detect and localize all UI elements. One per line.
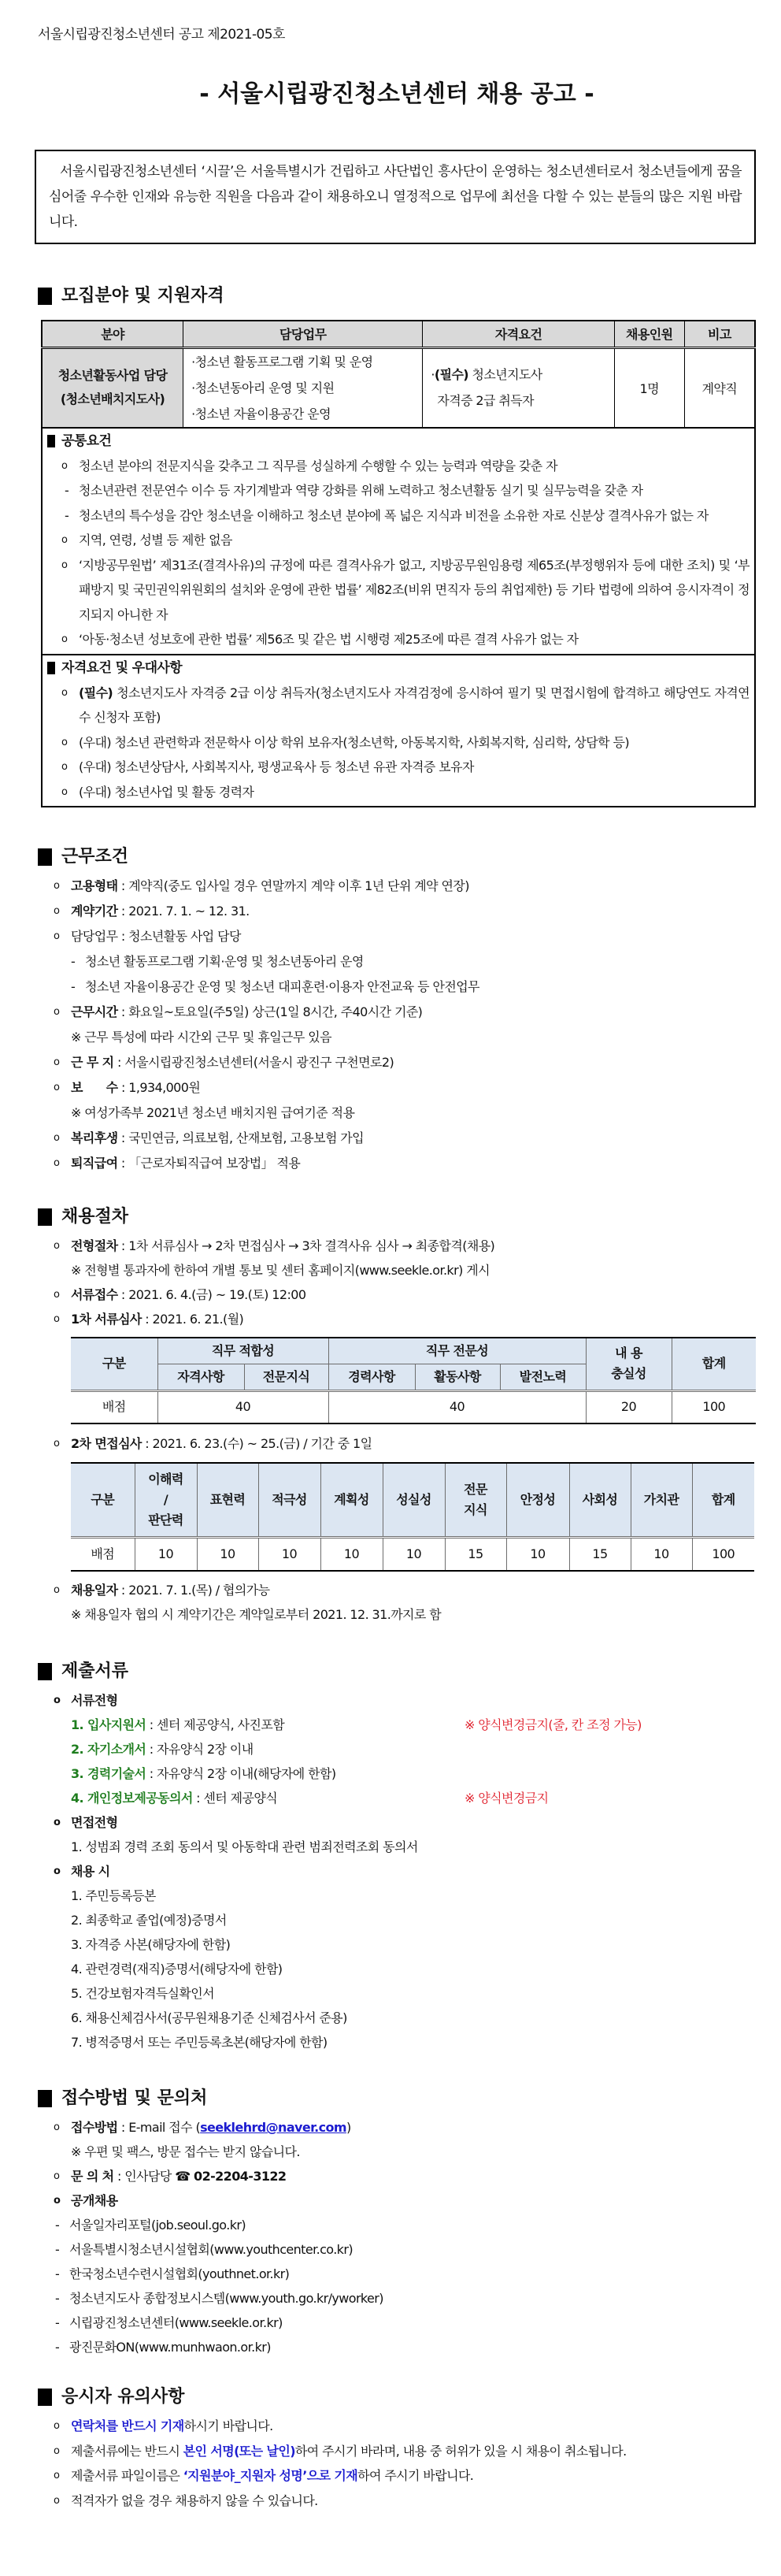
page-title: - 서울시립광진청소년센터 채용 공고 -: [199, 80, 594, 108]
item-label: 공개채용: [71, 2193, 118, 2208]
circle-bullet-icon: o: [54, 2170, 60, 2182]
item-text: 청소년관련 전문연수 이수 등 자기계발과 역량 강화를 위해 노력하고 청소년활동 실기 및 실무능력을 갖춘 자: [79, 483, 643, 498]
site-item: [38, 2262, 756, 2286]
qualification-cell: [423, 347, 614, 428]
item-text: : 화요일~토요일(주5일) 상근(1일 8시간, 주40시간 기준): [117, 1004, 423, 1019]
header-cell: 구분: [71, 1463, 135, 1537]
table-row: [71, 1537, 754, 1571]
item-text: 제출서류 파일이름은: [71, 2468, 183, 2483]
circle-bullet-icon: o: [54, 2195, 61, 2207]
circle-bullet-icon: o: [61, 785, 68, 798]
list-item: [47, 528, 750, 553]
score-cell: 40: [157, 1390, 328, 1423]
document-item: 1. 주민등록등본: [71, 1888, 156, 1903]
item-label: 전형절차: [71, 1238, 118, 1253]
document-item: [38, 1713, 756, 1737]
circle-bullet-icon: o: [54, 1289, 60, 1301]
table-header-row: [42, 321, 755, 347]
item-text: : 2021. 6. 23.(수) ~ 25.(금) / 기간 중 1일: [141, 1436, 372, 1451]
header-cell: 이해력 / 판단력: [135, 1463, 197, 1537]
site-item: [38, 2335, 756, 2359]
list-item: [47, 730, 750, 755]
item-text: : 자유양식 2장 이내: [146, 1742, 254, 1757]
circle-bullet-icon: o: [54, 1817, 61, 1828]
section-title: 근무조건: [61, 847, 129, 867]
dash-bullet: -: [55, 2218, 60, 2233]
dash-bullet: -: [55, 2242, 60, 2257]
recruitment-notice: [0, 24, 781, 2513]
list-item: [38, 1234, 756, 1258]
circle-bullet-icon: o: [54, 1438, 60, 1449]
headcount-cell: 1명: [614, 347, 684, 428]
item-text: : 2021. 7. 1.(목) / 협의가능: [117, 1583, 270, 1598]
section-title: 응시자 유의사항: [61, 2387, 185, 2407]
header-cell: 사회성: [569, 1463, 631, 1537]
square-bullet-icon: [38, 1663, 52, 1680]
site-item: [38, 2311, 756, 2335]
item-text: 청소년 활동프로그램 기획·운영 및 청소년동아리 운영: [85, 954, 364, 969]
item-text: 청소년 자율이용공간 운영 및 청소년 대피훈련·이용자 안전교육 등 안전업무: [85, 979, 479, 994]
site-text: 광진문화ON(www.munhwaon.or.kr): [69, 2340, 271, 2355]
circle-bullet-icon: o: [54, 1584, 60, 1596]
notice-number: 서울시립광진청소년센터 공고 제2021-05호: [38, 27, 285, 43]
header-cell: 활동사항: [415, 1364, 500, 1390]
document-screening-score-table: [71, 1337, 756, 1424]
dash-bullet: -: [55, 2266, 60, 2281]
header-cell: 직무 전문성: [328, 1338, 586, 1364]
item-text: : E-mail 접수 (: [117, 2120, 201, 2135]
item-text: 적격자가 없을 경우 채용하지 않을 수 있습니다.: [71, 2492, 318, 2508]
item-label: 복리후생: [71, 1130, 118, 1145]
site-item: [38, 2286, 756, 2311]
circle-bullet-icon: o: [54, 1865, 61, 1877]
score-cell: 15: [445, 1537, 506, 1571]
recruit-table: [41, 320, 756, 429]
item-label: 고용형태: [71, 878, 118, 893]
highlight-text: 본인 서명(또는 날인): [183, 2443, 295, 2459]
list-item: [38, 1282, 756, 1307]
item-text: 하시기 바랍니다.: [183, 2418, 273, 2433]
header-cell: 안정성: [506, 1463, 569, 1537]
qualification-line: [431, 362, 613, 388]
item-label: 보 수: [71, 1080, 118, 1095]
list-item: [38, 2188, 756, 2213]
field-name: 청소년활동사업 담당: [57, 368, 168, 383]
header-cell: 자격요건: [423, 321, 614, 347]
document-item: 6. 채용신체검사서(공무원채용기준 신체검사서 준용): [71, 2010, 347, 2025]
header-cell: 합계: [692, 1463, 754, 1537]
header-cell: 자격사항: [157, 1364, 244, 1390]
header-cell: 비고: [684, 321, 755, 347]
item-text: 지역, 연령, 성별 등 제한 없음: [79, 533, 232, 547]
list-item: [38, 2463, 756, 2489]
list-item: [38, 1307, 756, 1331]
circle-bullet-icon: o: [61, 686, 68, 699]
section-heading-procedure: [38, 1204, 756, 1230]
square-bullet-icon: [38, 1208, 52, 1226]
item-text: : 인사담당: [113, 2169, 176, 2184]
conditions-list: [38, 874, 756, 1176]
score-cell: 10: [631, 1537, 692, 1571]
header-cell: 구분: [71, 1338, 157, 1390]
item-label: 접수방법: [71, 2120, 118, 2135]
list-item: [38, 949, 756, 974]
apply-list: [38, 2115, 756, 2359]
list-item: [38, 2414, 756, 2439]
note-item: ※ 전형별 통과자에 한하여 개별 통보 및 센터 홈페이지(www.seekle.or.kr) 게시: [71, 1263, 490, 1278]
circle-bullet-icon: o: [54, 930, 60, 942]
stage-label: 서류전형: [71, 1693, 118, 1708]
list-item: [38, 1050, 756, 1075]
item-text: : 2021. 6. 4.(금) ~ 19.(토) 12:00: [117, 1287, 306, 1302]
section-title: 모집분야 및 지원자격: [61, 286, 224, 306]
square-bullet-icon: [38, 848, 52, 866]
score-cell: 100: [672, 1390, 756, 1423]
header-cell: 합계: [672, 1338, 756, 1390]
item-text: ‘지방공무원법’ 제31조(결격사유)의 규정에 따른 결격사유가 없고, 지방공무원임용령 제65조(부정행위자 등에 대한 조치) 및 ‘부패방지 및 국민권익위원회의 설치와 운영에 관한 법률’ 제82조(비위 면직자 등의 취업제한) 등 기타 법령에 의하여 응시자격이 정지되지 아니한 자: [79, 557, 750, 622]
section-heading-cautions: [38, 2385, 756, 2410]
section-title: 접수방법 및 문의처: [61, 2088, 208, 2108]
list-item: [38, 1000, 756, 1025]
score-cell: 100: [692, 1537, 754, 1571]
score-cell: 10: [258, 1537, 320, 1571]
circle-bullet-icon: o: [54, 1006, 60, 1018]
section-heading-recruit: [38, 284, 756, 309]
document-name: 4. 개인정보제공동의서: [71, 1791, 193, 1806]
list-item: [47, 478, 750, 503]
table-header-row: [71, 1463, 754, 1537]
score-cell: 10: [320, 1537, 383, 1571]
dash-bullet: -: [55, 2315, 60, 2330]
item-label: 서류접수: [71, 1287, 118, 1302]
site-text: 시립광진청소년센터(www.seekle.or.kr): [69, 2315, 283, 2330]
hire-date-block: [38, 1578, 756, 1627]
note-item: ※ 근무 특성에 따라 시간외 근무 및 휴일근무 있음: [71, 1030, 331, 1045]
item-label: 퇴직급여: [71, 1156, 118, 1171]
document-name: 2. 자기소개서: [71, 1742, 146, 1757]
list-item: [47, 503, 750, 529]
item-label: 계약기간: [71, 904, 118, 919]
site-item: [38, 2213, 756, 2237]
item-text: 청소년지도사 자격증 2급 이상 취득자(청소년지도사 자격검정에 응시하여 필기 및 면접시험에 합격하고 해당연도 자격연수 신청자 포함): [79, 685, 750, 725]
duties-cell: [183, 347, 423, 428]
interview-score-table: [71, 1462, 754, 1572]
circle-bullet-icon: o: [54, 1240, 60, 1252]
item-label: 근무시간: [71, 1004, 118, 1019]
header-cell: 전문지식: [244, 1364, 328, 1390]
site-item: [38, 2237, 756, 2262]
list-item: [38, 1151, 756, 1176]
document-name: 1. 입사지원서: [71, 1717, 146, 1732]
header-cell: 가치관: [631, 1463, 692, 1537]
email-link[interactable]: seeklehrd@naver.com: [200, 2120, 346, 2135]
circle-bullet-icon: o: [54, 2494, 60, 2507]
dash-bullet: -: [55, 2291, 60, 2306]
required-tag: (필수): [434, 367, 469, 382]
circle-bullet-icon: o: [54, 2470, 60, 2481]
header-cell: 발전노력: [500, 1364, 586, 1390]
item-text: : 「근로자퇴직급여 보장법」 적용: [117, 1156, 301, 1171]
item-text: : 서울시립광진청소년센터(서울시 광진구 구천면로2): [113, 1055, 394, 1070]
warning-note: ※ 양식변경금지: [465, 1791, 549, 1806]
circle-bullet-icon: o: [54, 1313, 60, 1325]
header-cell: 계획성: [320, 1463, 383, 1537]
item-text: 제출서류에는 반드시: [71, 2443, 183, 2459]
bullet: ·: [431, 367, 435, 382]
dash-bullet: -: [71, 979, 76, 994]
score-cell: 20: [586, 1390, 672, 1423]
item-text: (우대) 청소년 관련학과 전문학사 이상 학위 보유자(청소년학, 아동복지학, 사회복지학, 심리학, 상담학 등): [79, 734, 629, 750]
list-item: [38, 1810, 756, 1835]
header-cell: 경력사항: [328, 1364, 415, 1390]
procedure-list: [38, 1234, 756, 1331]
list-item: [47, 780, 750, 805]
section-heading-documents: [38, 1659, 756, 1684]
table-row: [71, 1390, 756, 1423]
item-text: (우대) 청소년상담사, 사회복지사, 평생교육사 등 청소년 유관 자격증 보유자: [79, 759, 474, 774]
interview-line: [38, 1431, 756, 1456]
circle-bullet-icon: o: [61, 633, 68, 645]
square-bullet-icon: [38, 2389, 52, 2406]
header-cell: 표현력: [197, 1463, 258, 1537]
note-item: ※ 우편 및 팩스, 방문 접수는 받지 않습니다.: [71, 2144, 300, 2159]
table-header-row: [71, 1338, 756, 1364]
list-item: [38, 1126, 756, 1151]
phone-number: 02-2204-3122: [194, 2169, 287, 2184]
note-item: ※ 여성가족부 2021년 청소년 배치지원 급여기준 적용: [71, 1105, 355, 1120]
highlight-text: 연락처를 반드시 기재: [71, 2418, 184, 2433]
circle-bullet-icon: o: [54, 1056, 60, 1068]
row-label: 배점: [71, 1390, 157, 1423]
list-item: [47, 553, 750, 628]
circle-bullet-icon: o: [54, 2444, 60, 2457]
section-title: 제출서류: [61, 1661, 129, 1681]
circle-bullet-icon: o: [61, 736, 68, 748]
list-item: [47, 454, 750, 479]
duty-item: ·청소년 활동프로그램 기획 및 운영: [191, 354, 373, 369]
score-cell: 10: [197, 1537, 258, 1571]
header-cell: 분야: [42, 321, 183, 347]
dash-bullet: -: [55, 2340, 60, 2355]
field-cell: [42, 347, 183, 428]
qualification-text: 자격증 2급 취득자: [437, 393, 534, 408]
item-text: : 센터 제공양식, 사진포함: [146, 1717, 285, 1732]
circle-bullet-icon: o: [61, 559, 68, 571]
item-text: 청소년의 특수성을 감안 청소년을 이해하고 청소년 분야에 폭 넓은 지식과 비전을 소유한 자로 신분상 결격사유가 없는 자: [79, 507, 709, 523]
site-text: 한국청소년수련시설협회(youthnet.or.kr): [69, 2266, 290, 2281]
table-row: [42, 347, 755, 428]
document-item: 4. 관련경력(재직)증명서(해당자에 한함): [71, 1962, 283, 1977]
list-item: [38, 2489, 756, 2514]
circle-bullet-icon: o: [54, 1082, 60, 1093]
circle-bullet-icon: o: [54, 905, 60, 917]
circle-bullet-icon: o: [54, 1132, 60, 1144]
highlight-text: ‘지원분야_지원자 성명’으로 기재: [183, 2468, 358, 2483]
circle-bullet-icon: o: [61, 459, 68, 472]
item-label: 1차 서류심사: [71, 1312, 142, 1327]
circle-bullet-icon: o: [61, 534, 68, 546]
circle-bullet-icon: o: [54, 2121, 60, 2133]
list-item: [38, 2439, 756, 2464]
item-text: : 2021. 6. 21.(월): [141, 1312, 244, 1327]
note-item: ※ 채용일자 협의 시 계약기간은 계약일로부터 2021. 12. 31.까지로 함: [71, 1607, 442, 1622]
qualification-text: 청소년지도사: [468, 367, 542, 382]
item-text: 담당업무 : 청소년활동 사업 담당: [71, 929, 241, 944]
subheading: [47, 429, 750, 454]
duty-item: ·청소년동아리 운영 및 지원: [191, 380, 335, 395]
circle-bullet-icon: o: [54, 1694, 61, 1706]
document-name: 3. 경력기술서: [71, 1766, 146, 1781]
header-cell: 채용인원: [614, 321, 684, 347]
item-text: : 자유양식 2장 이내(해당자에 한함): [146, 1766, 336, 1781]
document-item: [38, 1761, 756, 1786]
document-item: [38, 1737, 756, 1761]
item-text: : 1,934,000원: [117, 1080, 201, 1095]
square-bullet-icon: [38, 2090, 52, 2107]
list-item: [38, 1075, 756, 1101]
item-text: : 2021. 7. 1. ~ 12. 31.: [117, 904, 250, 919]
section-heading-conditions: [38, 844, 756, 870]
intro-box: 서울시립광진청소년센터 ‘시끌’은 서울특별시가 건립하고 사단법인 흥사단이 운영하는 청소년센터로서 청소년들에게 꿈을 심어줄 우수한 인재와 유능한 직원을 다음과 같이 채용하오니 열정적으로 업무에 최선을 다할 수 있는 분들의 많은 지원 바랍니다.: [35, 150, 756, 244]
list-item: [38, 2115, 756, 2140]
list-item: [47, 681, 750, 730]
site-text: 청소년지도사 종합정보시스템(www.youth.go.kr/yworker): [69, 2291, 383, 2306]
item-text: : 1차 서류심사 → 2차 면접심사 → 3차 결격사유 심사 → 최종합격(채용): [117, 1238, 495, 1253]
subheading-text: 공통요건: [61, 432, 112, 449]
item-text: ‘아동·청소년 성보호에 관한 법률’ 제56조 및 같은 법 시행령 제25조에 따른 결격 사유가 없는 자: [79, 632, 579, 647]
common-requirements: [41, 429, 756, 655]
square-bullet-icon: [47, 662, 55, 674]
item-label: 채용일자: [71, 1583, 118, 1598]
required-tag: (필수): [79, 685, 113, 700]
list-item: [38, 2164, 756, 2188]
warning-note: ※ 양식변경금지(줄, 칸 조정 가능): [465, 1717, 642, 1732]
qualifications-preferences: [41, 655, 756, 808]
item-text: : 센터 제공양식: [192, 1791, 278, 1806]
list-item: [38, 1431, 756, 1456]
note-cell: 계약직: [684, 347, 755, 428]
header-cell: 성실성: [383, 1463, 445, 1537]
list-item: [38, 924, 756, 949]
circle-bullet-icon: o: [54, 2420, 60, 2432]
row-label: 배점: [71, 1537, 135, 1571]
header-cell: 적극성: [258, 1463, 320, 1537]
list-item: [47, 755, 750, 780]
subheading: [47, 655, 750, 681]
score-cell: 15: [569, 1537, 631, 1571]
item-text: 하여 주시기 바라며, 내용 중 허위가 있을 시 채용이 취소됩니다.: [294, 2443, 627, 2459]
header-cell: 내 용 충실성: [586, 1338, 672, 1390]
item-text: : 국민연금, 의료보험, 산재보험, 고용보험 가입: [117, 1130, 365, 1145]
stage-label: 채용 시: [71, 1864, 110, 1879]
document-item: 2. 최종학교 졸업(예정)증명서: [71, 1913, 227, 1928]
item-label: 문 의 처: [71, 2169, 114, 2184]
circle-bullet-icon: o: [54, 880, 60, 892]
dash-bullet: -: [65, 483, 69, 498]
cautions-list: [38, 2414, 756, 2513]
item-text: (우대) 청소년사업 및 활동 경력자: [79, 784, 254, 800]
list-item: [38, 899, 756, 924]
item-text: ): [346, 2120, 351, 2135]
circle-bullet-icon: o: [61, 761, 68, 773]
list-item: [38, 1859, 756, 1884]
section-title: 채용절차: [61, 1207, 129, 1227]
item-text: 하여 주시기 바랍니다.: [357, 2468, 474, 2483]
site-text: 서울특별시청소년시설협회(www.youthcenter.co.kr): [69, 2242, 353, 2257]
document-item: 5. 건강보험자격득실확인서: [71, 1986, 214, 2001]
phone-icon: ☎: [175, 2169, 191, 2184]
list-item: [38, 1688, 756, 1713]
document-item: [38, 1786, 756, 1810]
header-cell: 전문 지식: [445, 1463, 506, 1537]
list-item: [38, 1578, 756, 1602]
list-item: [38, 974, 756, 1000]
item-label: 2차 면접심사: [71, 1436, 142, 1451]
documents-list: [38, 1688, 756, 2054]
score-cell: 40: [328, 1390, 586, 1423]
field-sub: (청소년배치지도사): [60, 392, 165, 406]
stage-label: 면접전형: [71, 1815, 118, 1830]
section-heading-apply: [38, 2086, 756, 2111]
list-item: [47, 627, 750, 652]
score-cell: 10: [383, 1537, 445, 1571]
item-label: 근 무 지: [71, 1055, 114, 1070]
site-text: 서울일자리포털(job.seoul.go.kr): [69, 2218, 246, 2233]
circle-bullet-icon: o: [54, 1157, 60, 1169]
score-cell: 10: [506, 1537, 569, 1571]
document-item: 7. 병적증명서 또는 주민등록초본(해당자에 한함): [71, 2035, 328, 2050]
item-text: : 계약직(중도 입사일 경우 연말까지 계약 이후 1년 단위 계약 연장): [117, 878, 469, 893]
duty-item: ·청소년 자율이용공간 운영: [191, 406, 331, 421]
header-cell: 담당업무: [183, 321, 423, 347]
document-item: 1. 성범죄 경력 조회 동의서 및 아동학대 관련 범죄전력조회 동의서: [71, 1839, 418, 1854]
square-bullet-icon: [38, 288, 52, 305]
list-item: [38, 874, 756, 899]
square-bullet-icon: [47, 435, 55, 447]
header-cell: 직무 적합성: [157, 1338, 328, 1364]
score-cell: 10: [135, 1537, 197, 1571]
dash-bullet: -: [71, 954, 76, 969]
document-item: 3. 자격증 사본(해당자에 한함): [71, 1937, 231, 1952]
item-text: 청소년 분야의 전문지식을 갖추고 그 직무를 성실하게 수행할 수 있는 능력과 역량을 갖춘 자: [79, 458, 557, 473]
subheading-text: 자격요건 및 우대사항: [61, 659, 183, 676]
dash-bullet: -: [65, 507, 69, 523]
